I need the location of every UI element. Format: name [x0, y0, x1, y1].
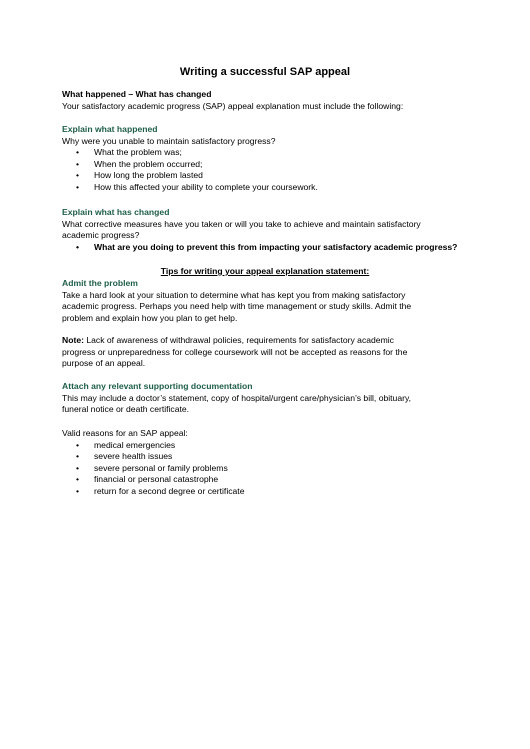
list-item: • What are you doing to prevent this from impacting your satisfactory academic progress? [76, 241, 458, 252]
list-item: • severe health issues [76, 451, 173, 462]
documentation-line2: funeral notice or death certificate. [62, 404, 190, 415]
explain-happened-heading: Explain what happened [62, 124, 158, 134]
explain-happened-question: Why were you unable to maintain satisfactory progress? [62, 135, 276, 146]
bullet-icon: • [76, 147, 80, 158]
note-section [62, 335, 482, 370]
bullet-icon: • [76, 181, 80, 192]
explain-changed-section [62, 207, 482, 253]
admit-line1: Take a hard look at your situation to determine what has kept you from making satisfactory [62, 289, 406, 300]
explain-happened-section [62, 124, 462, 194]
explain-changed-heading: Explain what has changed [62, 207, 170, 217]
bullet-icon: • [76, 170, 80, 181]
list-item: • How long the problem lasted [76, 170, 203, 181]
list-item: • medical emergencies [76, 439, 176, 450]
note-label: Note: [62, 335, 84, 345]
bullet-icon: • [76, 439, 80, 450]
documentation-line1: This may include a doctor’s statement, copy of hospital/urgent care/physician’s bill, obituary, [62, 392, 412, 403]
documentation-heading: Attach any relevant supporting documentation [62, 381, 253, 391]
list-item: • When the problem occurred; [76, 158, 203, 169]
bullet-icon: • [76, 474, 80, 485]
explain-changed-list [62, 242, 482, 254]
note-line2: progress or unpreparedness for college coursework will not be accepted as reasons for the [62, 346, 408, 357]
admit-line3: problem and explain how you plan to get help. [62, 312, 238, 323]
list-item: • How this affected your ability to complete your coursework. [76, 181, 318, 192]
intro-heading: What happened – What has changed [62, 89, 212, 99]
bullet-icon: • [76, 462, 80, 473]
list-item: • severe personal or family problems [76, 462, 228, 473]
list-item: • financial or personal catastrophe [76, 474, 219, 485]
intro-text: Your satisfactory academic progress (SAP) appeal explanation must include the following: [62, 100, 404, 111]
note-line3: purpose of an appeal. [62, 358, 146, 369]
explain-changed-question-line1: What corrective measures have you taken or will you take to achieve and maintain satisfactory [62, 218, 421, 229]
valid-reasons-list [62, 440, 462, 498]
documentation-section [62, 381, 482, 416]
admit-heading: Admit the problem [62, 278, 138, 288]
bullet-icon: • [76, 485, 80, 496]
page-title: Writing a successful SAP appeal [179, 66, 351, 78]
admit-line2: academic progress. Perhaps you need help with time management or study skills. Admit the [62, 301, 412, 312]
valid-reasons-intro: Valid reasons for an SAP appeal: [62, 428, 188, 438]
list-item: • What the problem was; [76, 147, 182, 158]
valid-reasons-section [62, 428, 462, 498]
bullet-icon: • [76, 451, 80, 462]
bullet-icon: • [76, 241, 80, 252]
explain-happened-list [62, 147, 462, 193]
bullet-icon: • [76, 158, 80, 169]
intro-section [62, 89, 462, 112]
explain-changed-question-line2: academic progress? [62, 230, 140, 241]
tips-heading: Tips for writing your appeal explanation statement: [160, 266, 370, 276]
list-item: • return for a second degree or certificate [76, 485, 245, 496]
note-line1: Note: Lack of awareness of withdrawal policies, requirements for satisfactory academic [62, 335, 394, 345]
admit-section [62, 278, 482, 324]
